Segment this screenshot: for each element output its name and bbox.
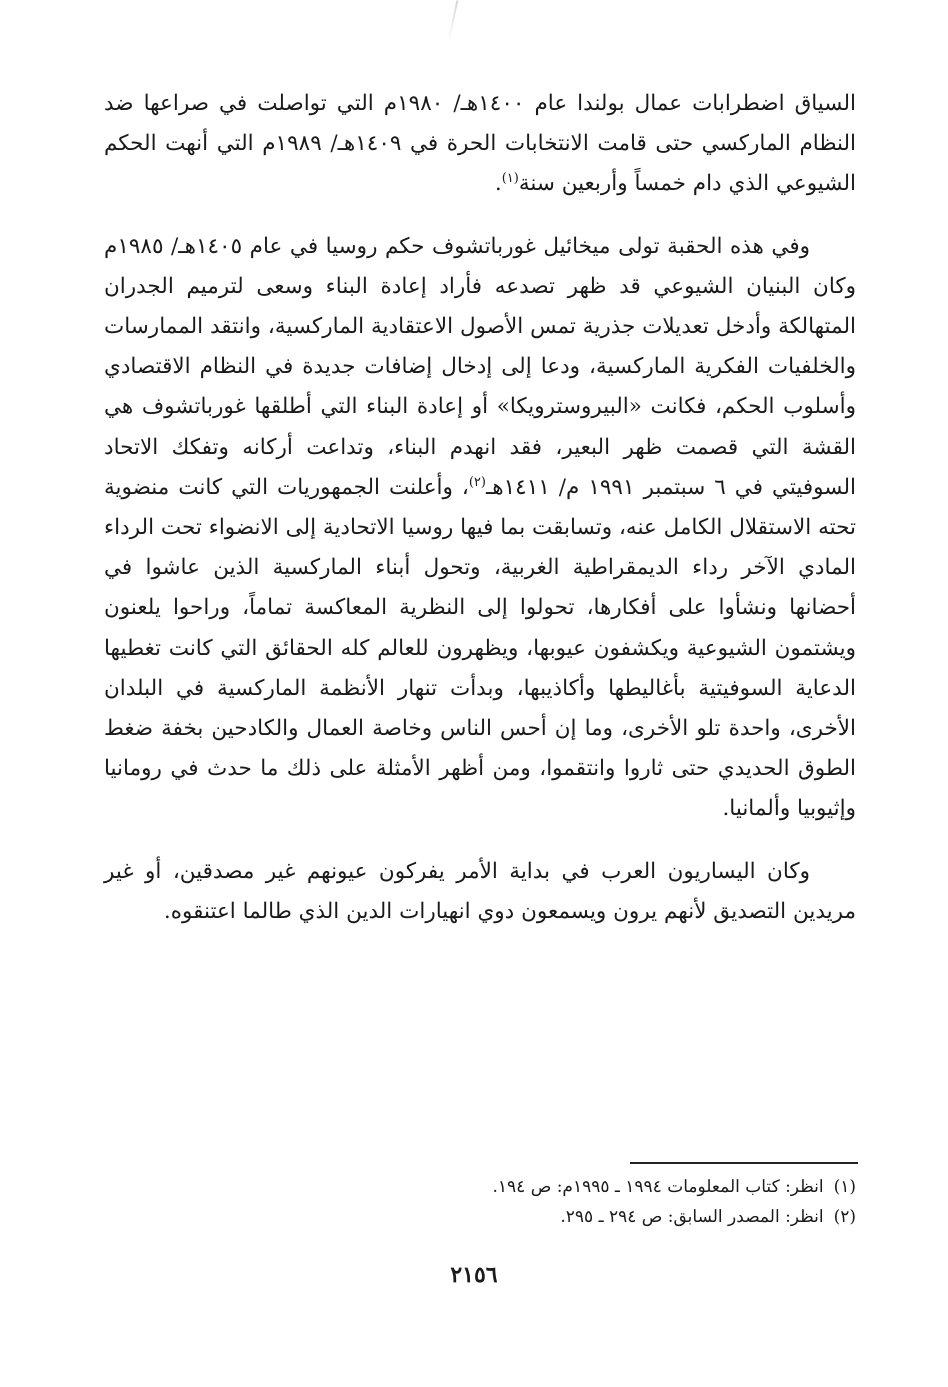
paragraph-2 [104,227,856,830]
footnote-ref-1: (١) [501,171,519,187]
paragraph-2-text-a: وفي هذه الحقبة تولى ميخائيل غورباتشوف حكم روسيا في عام ١٤٠٥هـ/ ١٩٨٥م وكان البنيان الشيوعي قد ظهر تصدعه فأراد إعادة البناء وسعى لترميم الجدران المتهالكة وأدخل تعديلات جذرية تمس الأصول الاعتقادية الماركسية، وانتقد الممارسات والخلفيات الفكرية الماركسية، ودعا إلى إدخال إضافات جديدة في النظام الاقتصادي وأسلوب الحكم، فكانت «البيروسترويكا» أو إعادة البناء التي أطلقها غورباتشوف هي القشة التي قصمت ظهر البعير، فقد انهدم البناء، وتداعت أركانه وتفكك الاتحاد السوفيتي في ٦ سبتمبر ١٩٩١ م/ ١٤١١هـ [104,233,856,500]
scan-artifact-mark [448,0,459,41]
footnote-1-text: انظر: كتاب المعلومات ١٩٩٤ ـ ١٩٩٥م: ص ١٩٤. [492,1177,824,1197]
main-text [104,84,856,932]
paragraph-1-tail: . [494,171,502,197]
paragraph-2-text-b: ، وأعلنت الجمهوريات التي كانت منضوية تحته الاستقلال الكامل عنه، وتسابقت بما فيها روسيا الاتحادية إلى الانضواء تحت الرداء المادي الآخر رداء الديمقراطية الغربية، وتحول أبناء الماركسية الذين عاشوا في أحضانها ونشأوا على أفكارها، تحولوا إلى النظرية المعاكسة تماماً، وراحوا يلعنون ويشتمون الشيوعية ويكشفون عيوبها، ويظهرون للعالم كله الحقائق التي كانت تغطيها الدعاية السوفيتية بأغاليطها وأكاذيبها، وبدأت تنهار الأنظمة الماركسية في البلدان الأخرى، واحدة تلو الأخرى، وما إن أحس الناس وخاصة العمال والكادحين بخفة ضغط الطوق الحديدي حتى ثاروا وانتقموا، ومن أظهر الأمثلة على ذلك ما حدث في رومانيا وإثيوبيا وألمانيا. [104,474,856,822]
footnote-2-text: انظر: المصدر السابق: ص ٢٩٤ ـ ٢٩٥. [560,1207,824,1227]
footnote-separator [630,1162,858,1164]
footnote-ref-2: (٢) [468,474,486,490]
paragraph-spacer [104,830,856,852]
footnote-1 [360,1172,856,1202]
paragraph-1-text: السياق اضطرابات عمال بولندا عام ١٤٠٠هـ/ ١٩٨٠م التي تواصلت في صراعها ضد النظام الماركسي حتى قامت الانتخابات الحرة في ١٤٠٩هـ/ ١٩٨٩م التي أنهت الحكم الشيوعي الذي دام خمساً وأربعين سنة [104,91,856,197]
footnote-1-number: (١) [833,1177,856,1197]
paragraph-3 [104,852,856,932]
paragraph-3-text: وكان اليساريون العرب في بداية الأمر يفركون عيونهم غير مصدقين، أو غير مريدين التصديق لأنهم يرون ويسمعون دوي انهيارات الدين الذي طالما اعتنقوه. [104,858,856,924]
footnotes [360,1172,856,1232]
paragraph-spacer [104,205,856,227]
footnote-2-number: (٢) [833,1207,856,1227]
paragraph-1 [104,84,856,205]
footnote-2 [360,1202,856,1232]
page-number: ٢١٥٦ [450,1262,498,1288]
